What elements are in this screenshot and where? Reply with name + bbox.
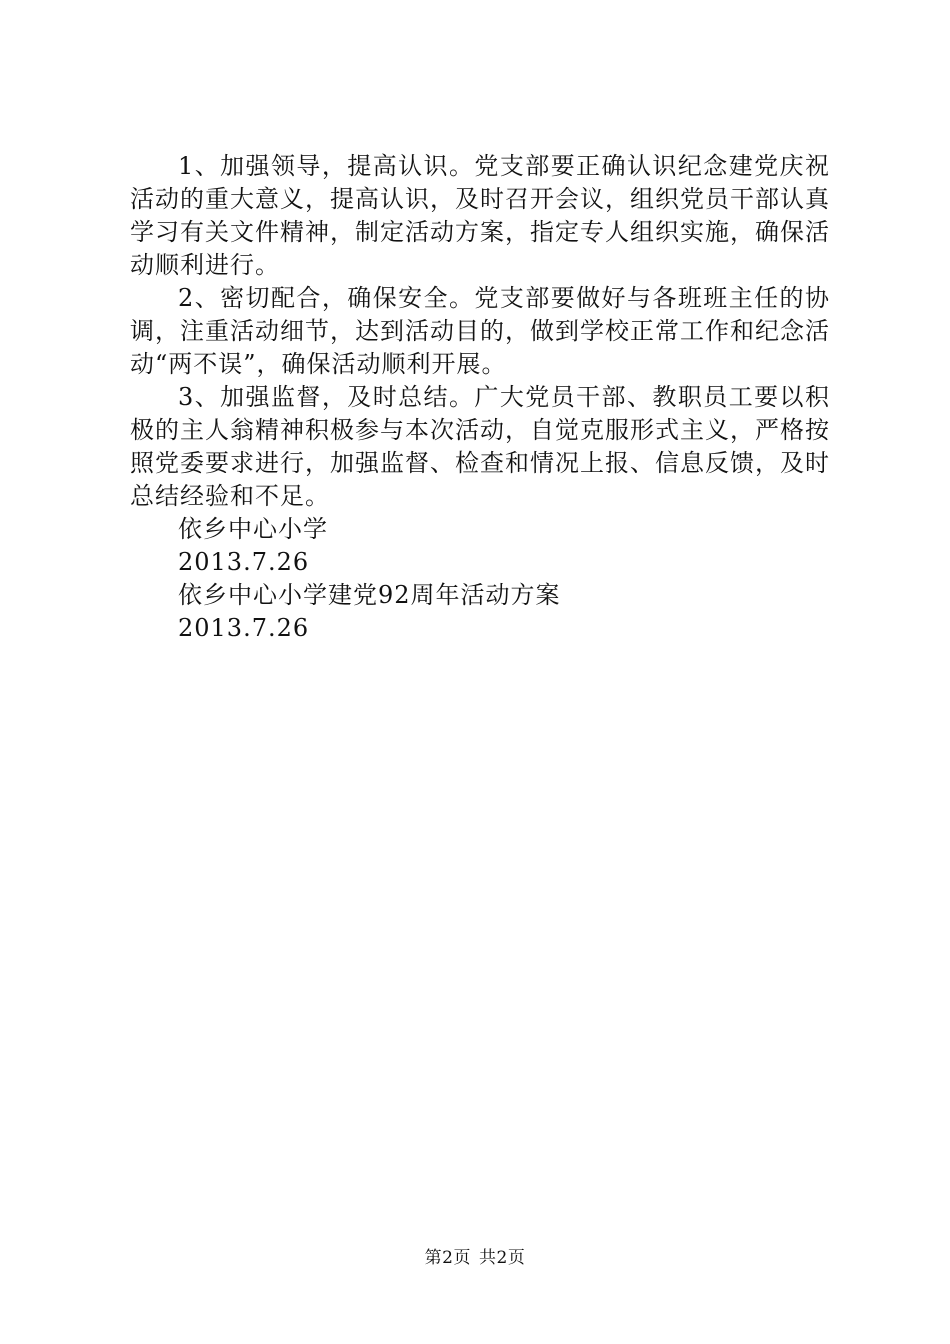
page-number: 第2页 (424, 1248, 471, 1268)
signature-line: 依乡中心小学 (178, 515, 328, 543)
page-total: 共2页 (479, 1248, 526, 1268)
page-footer (0, 1243, 950, 1268)
document-title-line: 依乡中心小学建党92周年活动方案 (178, 581, 561, 609)
date-line-repeat: 2013.7.26 (178, 614, 310, 642)
document-body (130, 150, 830, 645)
paragraph-1: 1、加强领导，提高认识。党支部要正确认识纪念建党庆祝活动的重大意义，提高认识，及时召开会议，组织党员干部认真学习有关文件精神，制定活动方案，指定专人组织实施，确保活动顺利进行。 (130, 152, 830, 279)
paragraph-3: 3、加强监督，及时总结。广大党员干部、教职员工要以积极的主人翁精神积极参与本次活动，自觉克服形式主义，严格按照党委要求进行，加强监督、检查和情况上报、信息反馈，及时总结经验和不足。 (130, 383, 830, 510)
paragraph-2: 2、密切配合，确保安全。党支部要做好与各班班主任的协调，注重活动细节，达到活动目的，做到学校正常工作和纪念活动“两不误”，确保活动顺利开展。 (130, 284, 830, 378)
date-line: 2013.7.26 (178, 548, 310, 576)
